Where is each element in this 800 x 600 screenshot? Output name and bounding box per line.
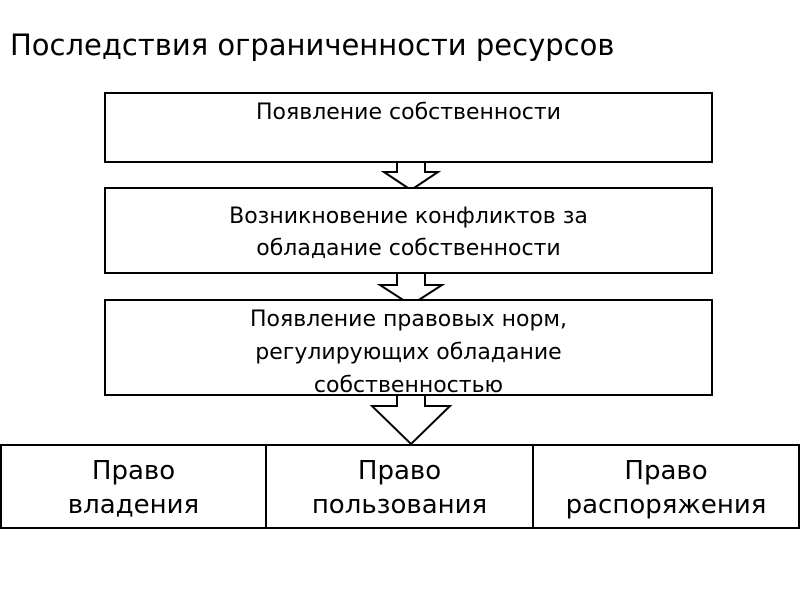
box-legal-norms-line-2: регулирующих обладание [255,340,562,365]
box-conflicts-line-1: Возникновение конфликтов за [229,204,588,229]
cell-right-of-possession [0,446,267,527]
cell-right-of-use-line-2: пользования [311,490,488,520]
cell-right-of-disposal-line-2: распоряжения [565,490,767,520]
cell-right-of-disposal-line-1: Право [624,456,708,486]
box-conflicts-line-2: обладание собственности [256,236,561,261]
slide-title: Последствия ограниченности ресурсов [10,28,615,62]
box-legal-norms-line-3: собственностью [313,373,504,398]
box-property-emergence-line-1: Появление собственности [256,100,561,125]
arrow-down-1 [384,160,438,190]
rights-table [0,444,800,529]
box-property-emergence [104,92,713,163]
box-legal-norms [104,299,713,396]
cell-right-of-use [267,446,534,527]
cell-right-of-possession-line-1: Право [91,456,176,486]
box-conflicts [104,187,713,274]
box-legal-norms-line-1: Появление правовых норм, [249,307,567,332]
cell-right-of-use-line-1: Право [357,456,442,486]
cell-right-of-possession-line-2: владения [67,490,200,520]
cell-right-of-disposal [534,446,800,527]
